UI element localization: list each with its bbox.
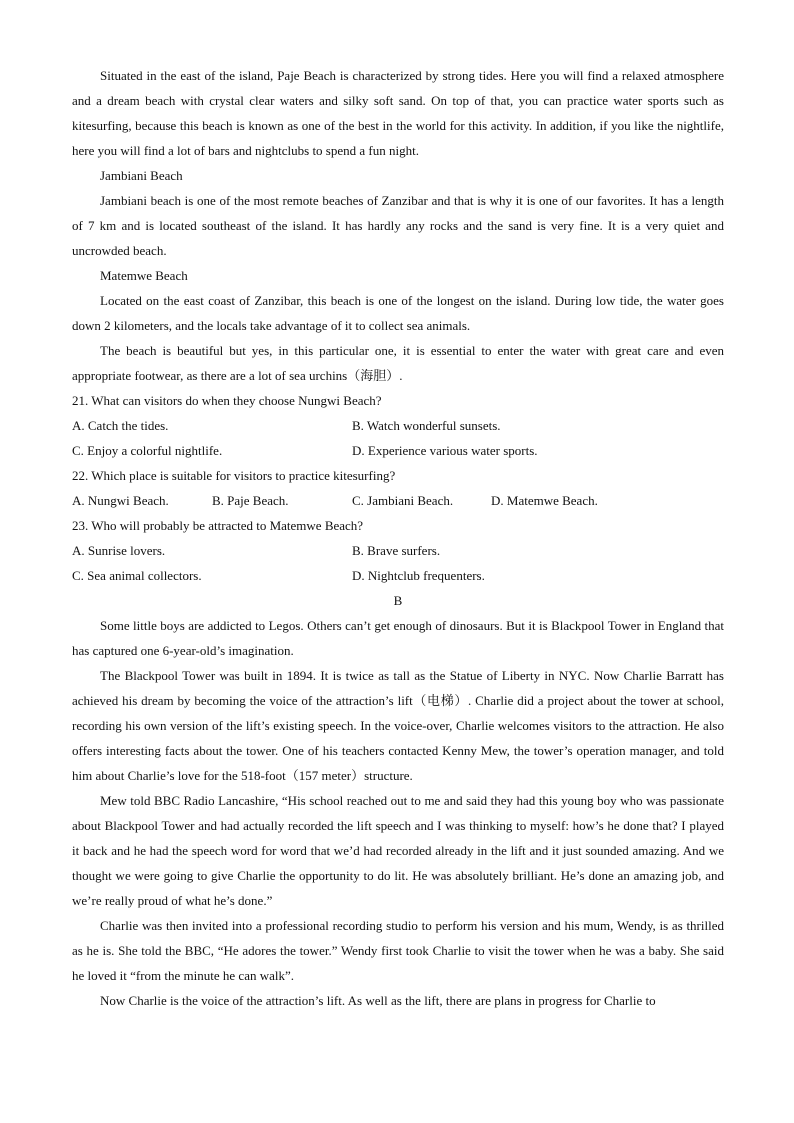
matemwe-paragraph-1: Located on the east coast of Zanzibar, this beach is one of the longest on the island. During low tide, the water goes down 2 kilometers, and the locals take advantage of it to collect sea animals. xyxy=(72,293,724,333)
q22-option-d: D. Matemwe Beach. xyxy=(491,493,598,508)
question-21: 21. What can visitors do when they choose Nungwi Beach? xyxy=(72,393,382,408)
question-23-options xyxy=(72,538,724,588)
matemwe-heading: Matemwe Beach xyxy=(100,268,188,283)
jambiani-paragraph: Jambiani beach is one of the most remote beaches of Zanzibar and that is why it is one of our favorites. It has a length of 7 km and is located southeast of the island. It has hardly any rocks and the sand is very fine. It is a very quiet and uncrowded beach. xyxy=(72,193,724,258)
q21-option-a: A. Catch the tides. xyxy=(72,418,169,433)
q23-option-b: B. Brave surfers. xyxy=(352,543,441,558)
question-23: 23. Who will probably be attracted to Matemwe Beach? xyxy=(72,518,364,533)
q21-option-b: B. Watch wonderful sunsets. xyxy=(352,418,501,433)
q22-option-a: A. Nungwi Beach. xyxy=(72,493,169,508)
question-22-options xyxy=(72,488,724,513)
q23-option-c: C. Sea animal collectors. xyxy=(72,568,202,583)
q23-option-a: A. Sunrise lovers. xyxy=(72,543,166,558)
section-b-paragraph-4: Charlie was then invited into a professional recording studio to perform his version and his mum, Wendy, is as thrilled as he is. She told the BBC, “He adores the tower.” Wendy first took Charlie to visit the tower when he was a baby. She said he loved it “from the minute he can walk”. xyxy=(72,918,724,983)
q21-option-c: C. Enjoy a colorful nightlife. xyxy=(72,443,223,458)
paje-beach-paragraph: Situated in the east of the island, Paje Beach is characterized by strong tides. Here you will find a relaxed atmosphere and a dream beach with crystal clear waters and silky soft sand. On top of that, you can practice water sports such as kitesurfing, because this beach is known as one of the best in the world for this activity. In addition, if you like the nightlife, here you will find a lot of bars and nightclubs to spend a fun night. xyxy=(72,68,724,158)
section-b-paragraph-2: The Blackpool Tower was built in 1894. It is twice as tall as the Statue of Liberty in NYC. Now Charlie Barratt has achieved his dream by becoming the voice of the attraction’s lift（电梯）. Charlie did a project about the tower at school, recording his own version of the lift’s existing speech. In the voice-over, Charlie welcomes visitors to the attraction. He also offers interesting facts about the tower. One of his teachers contacted Kenny Mew, the tower’s operation manager, and told him about Charlie’s love for the 518-foot（157 meter）structure. xyxy=(72,668,724,783)
jambiani-heading: Jambiani Beach xyxy=(100,168,183,183)
q23-option-d: D. Nightclub frequenters. xyxy=(352,568,485,583)
q22-option-b: B. Paje Beach. xyxy=(212,493,289,508)
section-b-label: B xyxy=(393,593,403,608)
section-b-paragraph-5: Now Charlie is the voice of the attraction’s lift. As well as the lift, there are plans in progress for Charlie to xyxy=(100,993,656,1008)
question-22: 22. Which place is suitable for visitors to practice kitesurfing? xyxy=(72,468,396,483)
section-b-paragraph-3: Mew told BBC Radio Lancashire, “His school reached out to me and said they had this young boy who was passionate about Blackpool Tower and had actually recorded the lift speech and I was thinking to myself: how’s he done that? I played it back and he had the speech word for word that we’d had recorded already in the lift and it just sounded amazing. And we thought we were going to give Charlie the opportunity to do lit. He was absolutely brilliant. He’s done an amazing job, and we’re really proud of what he’s done.” xyxy=(72,793,724,908)
exam-page xyxy=(72,63,724,1013)
question-21-options xyxy=(72,413,724,463)
q21-option-d: D. Experience various water sports. xyxy=(352,443,538,458)
section-b-paragraph-1: Some little boys are addicted to Legos. Others can’t get enough of dinosaurs. But it is Blackpool Tower in England that has captured one 6-year-old’s imagination. xyxy=(72,618,724,658)
q22-option-c: C. Jambiani Beach. xyxy=(352,493,454,508)
matemwe-paragraph-2: The beach is beautiful but yes, in this particular one, it is essential to enter the water with great care and even appropriate footwear, as there are a lot of sea urchins（海胆）. xyxy=(72,343,724,383)
